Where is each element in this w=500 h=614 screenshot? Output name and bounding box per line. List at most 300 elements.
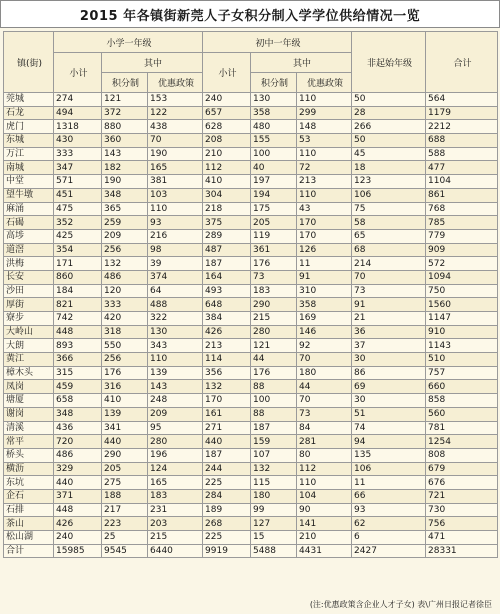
cell-junior-points: 176 [251, 366, 297, 380]
footnote: (注:优惠政策含企业人才子女) 表\广州日报记者徐臣 [309, 600, 492, 609]
header-non-start: 非起始年级 [352, 32, 426, 93]
cell-town: 石排 [4, 503, 54, 517]
cell-primary-points: 372 [102, 106, 148, 120]
cell-junior-subtotal: 426 [203, 325, 251, 339]
cell-total: 1254 [426, 435, 498, 449]
cell-primary-subtotal: 893 [54, 339, 102, 353]
cell-primary-points: 365 [102, 202, 148, 216]
cell-junior-subtotal: 440 [203, 435, 251, 449]
supply-table [3, 31, 498, 558]
cell-junior-points: 159 [251, 435, 297, 449]
cell-town: 黄江 [4, 353, 54, 367]
total-cell-junior-subtotal: 9919 [203, 544, 251, 558]
cell-junior-subtotal: 213 [203, 339, 251, 353]
total-cell-primary-points: 9545 [102, 544, 148, 558]
cell-primary-preferential: 438 [148, 120, 203, 134]
cell-town: 南城 [4, 161, 54, 175]
cell-junior-subtotal: 208 [203, 134, 251, 148]
cell-primary-points: 348 [102, 188, 148, 202]
cell-primary-subtotal: 1318 [54, 120, 102, 134]
cell-junior-preferential: 53 [297, 134, 352, 148]
cell-junior-preferential: 11 [297, 257, 352, 271]
cell-junior-subtotal: 240 [203, 93, 251, 107]
cell-total: 910 [426, 325, 498, 339]
cell-total: 858 [426, 394, 498, 408]
cell-primary-points: 360 [102, 134, 148, 148]
cell-junior-subtotal: 289 [203, 229, 251, 243]
cell-junior-preferential: 70 [297, 394, 352, 408]
cell-primary-preferential: 203 [148, 517, 203, 531]
total-cell-junior-points: 5488 [251, 544, 297, 558]
cell-town: 茶山 [4, 517, 54, 531]
cell-town: 常平 [4, 435, 54, 449]
cell-primary-subtotal: 720 [54, 435, 102, 449]
cell-primary-preferential: 374 [148, 270, 203, 284]
cell-junior-subtotal: 410 [203, 175, 251, 189]
cell-non-start: 68 [352, 243, 426, 257]
cell-total: 768 [426, 202, 498, 216]
cell-primary-points: 440 [102, 435, 148, 449]
cell-junior-subtotal: 268 [203, 517, 251, 531]
cell-primary-points: 316 [102, 380, 148, 394]
cell-primary-subtotal: 494 [54, 106, 102, 120]
cell-primary-subtotal: 352 [54, 216, 102, 230]
cell-total: 1147 [426, 312, 498, 326]
cell-junior-points: 100 [251, 147, 297, 161]
cell-primary-preferential: 93 [148, 216, 203, 230]
cell-junior-preferential: 72 [297, 161, 352, 175]
cell-non-start: 135 [352, 448, 426, 462]
cell-junior-preferential: 170 [297, 229, 352, 243]
cell-primary-points: 190 [102, 175, 148, 189]
cell-junior-points: 205 [251, 216, 297, 230]
cell-junior-subtotal: 628 [203, 120, 251, 134]
cell-primary-subtotal: 184 [54, 284, 102, 298]
cell-total: 477 [426, 161, 498, 175]
cell-junior-preferential: 91 [297, 270, 352, 284]
cell-primary-points: 205 [102, 462, 148, 476]
cell-junior-points: 197 [251, 175, 297, 189]
cell-junior-points: 73 [251, 270, 297, 284]
table-row [4, 93, 498, 107]
cell-junior-points: 194 [251, 188, 297, 202]
cell-non-start: 18 [352, 161, 426, 175]
cell-non-start: 45 [352, 147, 426, 161]
cell-primary-points: 143 [102, 147, 148, 161]
cell-primary-subtotal: 742 [54, 312, 102, 326]
cell-total: 1094 [426, 270, 498, 284]
cell-primary-points: 410 [102, 394, 148, 408]
cell-junior-subtotal: 244 [203, 462, 251, 476]
header-town: 镇(街) [4, 32, 54, 93]
cell-junior-preferential: 210 [297, 531, 352, 545]
cell-junior-preferential: 80 [297, 448, 352, 462]
cell-primary-points: 259 [102, 216, 148, 230]
cell-town: 塘厦 [4, 394, 54, 408]
cell-primary-points: 217 [102, 503, 148, 517]
cell-total: 730 [426, 503, 498, 517]
table-row [4, 325, 498, 339]
cell-junior-preferential: 146 [297, 325, 352, 339]
cell-primary-preferential: 39 [148, 257, 203, 271]
cell-primary-preferential: 215 [148, 531, 203, 545]
cell-non-start: 75 [352, 202, 426, 216]
cell-town: 石碣 [4, 216, 54, 230]
cell-primary-preferential: 216 [148, 229, 203, 243]
cell-total: 2212 [426, 120, 498, 134]
cell-junior-subtotal: 384 [203, 312, 251, 326]
cell-town: 横沥 [4, 462, 54, 476]
cell-non-start: 28 [352, 106, 426, 120]
cell-town: 麻涌 [4, 202, 54, 216]
cell-primary-points: 209 [102, 229, 148, 243]
cell-primary-preferential: 488 [148, 298, 203, 312]
cell-non-start: 6 [352, 531, 426, 545]
total-cell-non-start: 2427 [352, 544, 426, 558]
table-row [4, 353, 498, 367]
cell-junior-points: 100 [251, 394, 297, 408]
cell-total: 779 [426, 229, 498, 243]
cell-junior-preferential: 43 [297, 202, 352, 216]
cell-junior-subtotal: 493 [203, 284, 251, 298]
total-cell-total: 28331 [426, 544, 498, 558]
cell-junior-points: 180 [251, 489, 297, 503]
cell-non-start: 214 [352, 257, 426, 271]
table-row [4, 531, 498, 545]
cell-town: 大朗 [4, 339, 54, 353]
cell-junior-subtotal: 648 [203, 298, 251, 312]
cell-junior-points: 175 [251, 202, 297, 216]
cell-junior-points: 88 [251, 407, 297, 421]
cell-non-start: 50 [352, 93, 426, 107]
cell-primary-preferential: 110 [148, 202, 203, 216]
cell-junior-points: 15 [251, 531, 297, 545]
cell-junior-points: 99 [251, 503, 297, 517]
cell-junior-points: 183 [251, 284, 297, 298]
cell-primary-subtotal: 315 [54, 366, 102, 380]
cell-junior-preferential: 358 [297, 298, 352, 312]
table-row [4, 421, 498, 435]
cell-junior-points: 107 [251, 448, 297, 462]
total-cell-primary-preferential: 6440 [148, 544, 203, 558]
cell-primary-subtotal: 475 [54, 202, 102, 216]
table-row [4, 161, 498, 175]
cell-non-start: 37 [352, 339, 426, 353]
cell-town: 虎门 [4, 120, 54, 134]
cell-junior-points: 176 [251, 257, 297, 271]
cell-non-start: 30 [352, 394, 426, 408]
cell-non-start: 73 [352, 284, 426, 298]
cell-junior-points: 127 [251, 517, 297, 531]
table-row [4, 312, 498, 326]
cell-junior-points: 132 [251, 462, 297, 476]
cell-total: 1560 [426, 298, 498, 312]
header-junior-among: 其中 [251, 53, 352, 73]
cell-primary-preferential: 103 [148, 188, 203, 202]
cell-primary-subtotal: 658 [54, 394, 102, 408]
cell-junior-preferential: 110 [297, 188, 352, 202]
cell-junior-preferential: 213 [297, 175, 352, 189]
cell-primary-preferential: 110 [148, 353, 203, 367]
cell-junior-preferential: 169 [297, 312, 352, 326]
table-row [4, 517, 498, 531]
cell-primary-preferential: 190 [148, 147, 203, 161]
cell-primary-subtotal: 348 [54, 407, 102, 421]
cell-primary-preferential: 130 [148, 325, 203, 339]
cell-primary-points: 290 [102, 448, 148, 462]
cell-primary-preferential: 183 [148, 489, 203, 503]
table-row [4, 120, 498, 134]
cell-total: 560 [426, 407, 498, 421]
table-row [4, 339, 498, 353]
cell-total: 1179 [426, 106, 498, 120]
cell-junior-subtotal: 487 [203, 243, 251, 257]
cell-total: 750 [426, 284, 498, 298]
cell-non-start: 51 [352, 407, 426, 421]
total-cell-primary-subtotal: 15985 [54, 544, 102, 558]
cell-non-start: 106 [352, 188, 426, 202]
cell-primary-preferential: 98 [148, 243, 203, 257]
cell-primary-preferential: 70 [148, 134, 203, 148]
title-bar [0, 0, 500, 28]
cell-junior-preferential: 310 [297, 284, 352, 298]
table-row [4, 489, 498, 503]
cell-non-start: 50 [352, 134, 426, 148]
cell-junior-subtotal: 161 [203, 407, 251, 421]
cell-town: 莞城 [4, 93, 54, 107]
cell-junior-preferential: 148 [297, 120, 352, 134]
cell-primary-subtotal: 347 [54, 161, 102, 175]
cell-primary-subtotal: 860 [54, 270, 102, 284]
cell-primary-subtotal: 171 [54, 257, 102, 271]
table-row [4, 202, 498, 216]
cell-primary-preferential: 196 [148, 448, 203, 462]
cell-junior-subtotal: 164 [203, 270, 251, 284]
cell-non-start: 11 [352, 476, 426, 490]
cell-primary-subtotal: 371 [54, 489, 102, 503]
cell-non-start: 65 [352, 229, 426, 243]
cell-primary-points: 486 [102, 270, 148, 284]
cell-primary-subtotal: 571 [54, 175, 102, 189]
cell-primary-preferential: 280 [148, 435, 203, 449]
table-row [4, 134, 498, 148]
cell-primary-preferential: 165 [148, 476, 203, 490]
cell-non-start: 58 [352, 216, 426, 230]
cell-junior-preferential: 126 [297, 243, 352, 257]
cell-non-start: 30 [352, 353, 426, 367]
cell-town: 寮步 [4, 312, 54, 326]
cell-non-start: 70 [352, 270, 426, 284]
cell-primary-points: 188 [102, 489, 148, 503]
cell-primary-subtotal: 459 [54, 380, 102, 394]
header-primary-among: 其中 [102, 53, 203, 73]
cell-primary-preferential: 124 [148, 462, 203, 476]
cell-town: 厚街 [4, 298, 54, 312]
cell-primary-points: 25 [102, 531, 148, 545]
cell-town: 万江 [4, 147, 54, 161]
cell-junior-subtotal: 132 [203, 380, 251, 394]
cell-town: 清溪 [4, 421, 54, 435]
cell-total: 471 [426, 531, 498, 545]
cell-junior-subtotal: 657 [203, 106, 251, 120]
cell-primary-subtotal: 366 [54, 353, 102, 367]
header-junior: 初中一年级 [203, 32, 352, 53]
cell-junior-preferential: 141 [297, 517, 352, 531]
cell-primary-preferential: 64 [148, 284, 203, 298]
cell-total: 785 [426, 216, 498, 230]
table-row [4, 298, 498, 312]
cell-total: 861 [426, 188, 498, 202]
cell-total: 688 [426, 134, 498, 148]
cell-total: 721 [426, 489, 498, 503]
cell-junior-points: 280 [251, 325, 297, 339]
cell-total: 676 [426, 476, 498, 490]
cell-total: 510 [426, 353, 498, 367]
cell-junior-preferential: 299 [297, 106, 352, 120]
cell-primary-subtotal: 440 [54, 476, 102, 490]
cell-junior-points: 361 [251, 243, 297, 257]
cell-primary-preferential: 143 [148, 380, 203, 394]
cell-primary-subtotal: 436 [54, 421, 102, 435]
cell-junior-subtotal: 189 [203, 503, 251, 517]
cell-primary-preferential: 153 [148, 93, 203, 107]
cell-primary-points: 176 [102, 366, 148, 380]
cell-junior-preferential: 44 [297, 380, 352, 394]
header-junior-subtotal: 小计 [203, 53, 251, 93]
header-primary: 小学一年级 [54, 32, 203, 53]
cell-primary-preferential: 165 [148, 161, 203, 175]
cell-town: 凤岗 [4, 380, 54, 394]
cell-junior-subtotal: 304 [203, 188, 251, 202]
cell-primary-points: 275 [102, 476, 148, 490]
cell-non-start: 86 [352, 366, 426, 380]
header-primary-points: 积分制 [102, 73, 148, 93]
cell-primary-preferential: 122 [148, 106, 203, 120]
cell-primary-points: 333 [102, 298, 148, 312]
cell-primary-points: 120 [102, 284, 148, 298]
cell-primary-points: 256 [102, 243, 148, 257]
table-row [4, 216, 498, 230]
cell-town: 企石 [4, 489, 54, 503]
cell-junior-preferential: 84 [297, 421, 352, 435]
cell-primary-subtotal: 354 [54, 243, 102, 257]
cell-town: 东城 [4, 134, 54, 148]
table-row [4, 503, 498, 517]
cell-primary-subtotal: 448 [54, 503, 102, 517]
cell-town: 沙田 [4, 284, 54, 298]
table-row [4, 175, 498, 189]
cell-non-start: 36 [352, 325, 426, 339]
cell-non-start: 106 [352, 462, 426, 476]
cell-junior-preferential: 110 [297, 147, 352, 161]
cell-junior-subtotal: 112 [203, 161, 251, 175]
cell-junior-subtotal: 271 [203, 421, 251, 435]
cell-junior-subtotal: 210 [203, 147, 251, 161]
cell-primary-subtotal: 333 [54, 147, 102, 161]
cell-junior-preferential: 170 [297, 216, 352, 230]
cell-primary-points: 880 [102, 120, 148, 134]
cell-junior-subtotal: 375 [203, 216, 251, 230]
cell-total: 679 [426, 462, 498, 476]
header-primary-subtotal: 小计 [54, 53, 102, 93]
header-total: 合计 [426, 32, 498, 93]
header-primary-preferential: 优惠政策 [148, 73, 203, 93]
table-body [4, 93, 498, 558]
cell-primary-points: 550 [102, 339, 148, 353]
total-cell-junior-preferential: 4431 [297, 544, 352, 558]
cell-junior-preferential: 110 [297, 476, 352, 490]
cell-primary-subtotal: 486 [54, 448, 102, 462]
cell-total: 909 [426, 243, 498, 257]
cell-non-start: 123 [352, 175, 426, 189]
cell-junior-subtotal: 170 [203, 394, 251, 408]
cell-primary-subtotal: 430 [54, 134, 102, 148]
cell-total: 808 [426, 448, 498, 462]
cell-junior-points: 115 [251, 476, 297, 490]
cell-non-start: 91 [352, 298, 426, 312]
cell-primary-points: 420 [102, 312, 148, 326]
cell-junior-points: 119 [251, 229, 297, 243]
cell-junior-preferential: 104 [297, 489, 352, 503]
cell-town: 望牛墩 [4, 188, 54, 202]
cell-primary-preferential: 95 [148, 421, 203, 435]
cell-town: 大岭山 [4, 325, 54, 339]
cell-non-start: 74 [352, 421, 426, 435]
cell-primary-preferential: 381 [148, 175, 203, 189]
cell-junior-points: 121 [251, 339, 297, 353]
page-title: 2015 年各镇街新莞人子女积分制入学学位供给情况一览 [79, 8, 421, 24]
cell-primary-preferential: 231 [148, 503, 203, 517]
cell-non-start: 62 [352, 517, 426, 531]
table-row [4, 366, 498, 380]
cell-junior-subtotal: 356 [203, 366, 251, 380]
cell-primary-preferential: 139 [148, 366, 203, 380]
cell-junior-subtotal: 225 [203, 476, 251, 490]
cell-junior-points: 480 [251, 120, 297, 134]
cell-primary-subtotal: 426 [54, 517, 102, 531]
cell-total: 781 [426, 421, 498, 435]
cell-town: 东坑 [4, 476, 54, 490]
cell-junior-preferential: 112 [297, 462, 352, 476]
cell-non-start: 94 [352, 435, 426, 449]
cell-junior-preferential: 180 [297, 366, 352, 380]
cell-junior-points: 155 [251, 134, 297, 148]
cell-primary-subtotal: 329 [54, 462, 102, 476]
cell-primary-points: 121 [102, 93, 148, 107]
cell-primary-subtotal: 448 [54, 325, 102, 339]
cell-junior-subtotal: 114 [203, 353, 251, 367]
table-row [4, 407, 498, 421]
cell-primary-preferential: 209 [148, 407, 203, 421]
cell-town: 道滘 [4, 243, 54, 257]
table-row [4, 435, 498, 449]
table-row [4, 106, 498, 120]
table-row [4, 188, 498, 202]
cell-junior-points: 187 [251, 421, 297, 435]
cell-primary-preferential: 248 [148, 394, 203, 408]
cell-junior-points: 88 [251, 380, 297, 394]
table-row [4, 394, 498, 408]
table-row [4, 448, 498, 462]
cell-non-start: 266 [352, 120, 426, 134]
cell-total: 1104 [426, 175, 498, 189]
cell-town: 长安 [4, 270, 54, 284]
table-row [4, 147, 498, 161]
table-row [4, 462, 498, 476]
cell-primary-preferential: 322 [148, 312, 203, 326]
cell-total: 757 [426, 366, 498, 380]
cell-non-start: 69 [352, 380, 426, 394]
